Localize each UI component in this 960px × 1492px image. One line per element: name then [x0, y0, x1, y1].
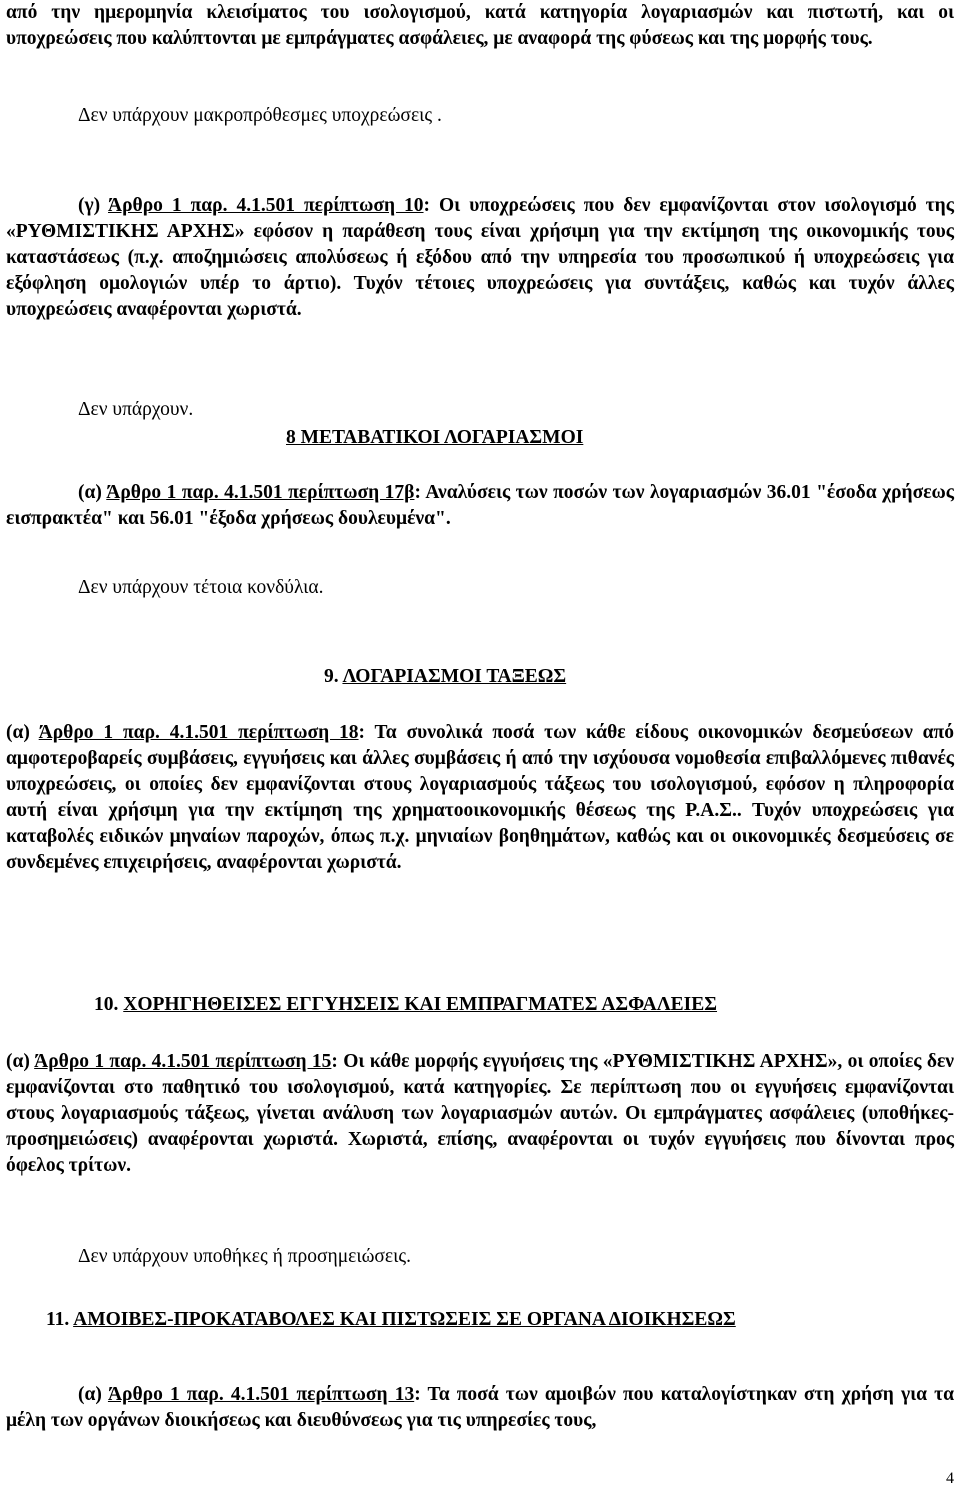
section-10-reference: Άρθρο 1 παρ. 4.1.501 περίπτωση 15	[34, 1051, 332, 1072]
section-8-heading: 8 ΜΕΤΑΒΑΤΙΚΟΙ ΛΟΓΑΡΙΑΣΜΟΙ	[286, 427, 584, 448]
section-10-title: ΧΟΡΗΓΗΘΕΙΣΕΣ ΕΓΓΥΗΣΕΙΣ ΚΑΙ ΕΜΠΡΑΓΜΑΤΕΣ ΑΣΦΑΛΕΙΕΣ	[123, 994, 718, 1015]
section-8-paragraph	[6, 480, 954, 532]
section-11-prefix: (α)	[78, 1384, 108, 1405]
section-11-paragraph	[6, 1382, 954, 1434]
section-11-reference: Άρθρο 1 παρ. 4.1.501 περίπτωση 13	[107, 1384, 415, 1405]
section-8-prefix: (α)	[78, 482, 107, 503]
section-9-body: : Τα συνολικά ποσά των κάθε είδους οικονομικών δεσμεύσεων από αμφοτεροβαρείς συμβάσεις, εγγυήσεις και άλλες συμβάσεις ή από την ισχύουσα νομοθεσία επιβαλλόμενες πιθανές υποχρεώσεις, οι οποίες δεν εμφανίζονται στους λογαριασμούς τάξεως του ισολογισμού, εφόσον η πληροφορία αυτή είναι χρήσιμη για την εκτίμηση της χρηματοοικονομικής θέσεως της Ρ.Α.Σ.. Τυχόν υποχρεώσεις για καταβολές ειδικών μηναίων παροχών, όπως π.χ. μηνιαίων βοηθημάτων, καθώς και οι οικονομικές δεσμεύσεις σε συνδεμένες επιχειρήσεις, αναφέρονται χωριστά.	[6, 722, 954, 873]
section-9-paragraph	[6, 720, 954, 876]
section-11-heading	[46, 1307, 736, 1333]
section-9-number: 9.	[324, 666, 343, 687]
none-note-1: Δεν υπάρχουν.	[78, 399, 194, 420]
section-9-title: ΛΟΓΑΡΙΑΣΜΟΙ ΤΑΞΕΩΣ	[342, 666, 567, 687]
paragraph-g-reference: Άρθρο 1 παρ. 4.1.501 περίπτωση 10	[108, 195, 424, 216]
no-long-term-liabilities-note: Δεν υπάρχουν μακροπρόθεσμες υποχρεώσεις .	[78, 105, 442, 126]
section-8-reference: Άρθρο 1 παρ. 4.1.501 περίπτωση 17β	[106, 482, 415, 503]
section-10-prefix: (α)	[6, 1051, 35, 1072]
section-9-reference: Άρθρο 1 παρ. 4.1.501 περίπτωση 18	[38, 722, 359, 743]
section-9-heading	[324, 664, 566, 690]
section-10-number: 10.	[94, 994, 124, 1015]
intro-paragraph: από την ημερομηνία κλεισίματος του ισολογισμού, κατά κατηγορία λογαριασμών και πιστωτή, και οι υποχρεώσεις που καλύπτονται με εμπράγματες ασφάλειες, με αναφορά της φύσεως και της μορφής τους.	[6, 2, 954, 49]
section-10-none-note: Δεν υπάρχουν υποθήκες ή προσημειώσεις.	[78, 1246, 411, 1267]
paragraph-g-prefix: (γ)	[78, 195, 109, 216]
section-8-body: : Αναλύσεις των ποσών των λογαριασμών 36.01 "έσοδα χρήσεως εισπρακτέα" και 56.01 "έξοδα χρήσεως δουλευμένα".	[6, 482, 955, 529]
section-9-prefix: (α)	[6, 722, 39, 743]
section-11-body: : Τα ποσά των αμοιβών που καταλογίστηκαν στη χρήση για τα μέλη των οργάνων διοικήσεως και διευθύνσεως για τις υπηρεσίες τους,	[6, 1384, 954, 1431]
paragraph-g	[6, 193, 954, 323]
section-11-number: 11.	[46, 1309, 74, 1330]
section-8-none-note: Δεν υπάρχουν τέτοια κονδύλια.	[78, 577, 324, 598]
section-10-body: : Οι κάθε μορφής εγγυήσεις της «ΡΥΘΜΙΣΤΙΚΗΣ ΑΡΧΗΣ», οι οποίες δεν εμφανίζονται στο παθητικό του ισολογισμού, κατά κατηγορίες. Σε περίπτωση που οι εγγυήσεις εμφανίζονται στους λογαριασμούς τάξεως, γίνεται ανάλυση των λογαριασμών αυτών. Οι εμπράγματες ασφάλειες (υποθήκες-προσημειώσεις) αναφέρονται χωριστά. Χωριστά, επίσης, αναφέρονται οι τυχόν εγγυήσεις που δίνονται προς όφελος τρίτων.	[6, 1051, 955, 1176]
page-number: 4	[946, 1470, 954, 1487]
section-10-paragraph	[6, 1049, 954, 1179]
paragraph-g-body: : Οι υποχρεώσεις που δεν εμφανίζονται στον ισολογισμό της «ΡΥΘΜΙΣΤΙΚΗΣ ΑΡΧΗΣ» εφόσον η παράθεση τους είναι χρήσιμη για την εκτίμηση της οικονομικής τους καταστάσεως (π.χ. αποζημιώσεις απολύσεως ή εξόδου από την υπηρεσία του προσωπικού ή υποχρεώσεις για εξόφληση ομολογιών υπέρ το άρτιο). Τυχόν τέτοιες υποχρεώσεις για συντάξεις, καθώς και τυχόν άλλες υποχρεώσεις αναφέρονται χωριστά.	[6, 195, 954, 320]
section-11-title: ΑΜΟΙΒΕΣ-ΠΡΟΚΑΤΑΒΟΛΕΣ ΚΑΙ ΠΙΣΤΩΣΕΙΣ ΣΕ ΟΡΓΑΝΑ ΔΙΟΙΚΗΣΕΩΣ	[73, 1309, 736, 1330]
section-10-heading	[94, 992, 717, 1018]
